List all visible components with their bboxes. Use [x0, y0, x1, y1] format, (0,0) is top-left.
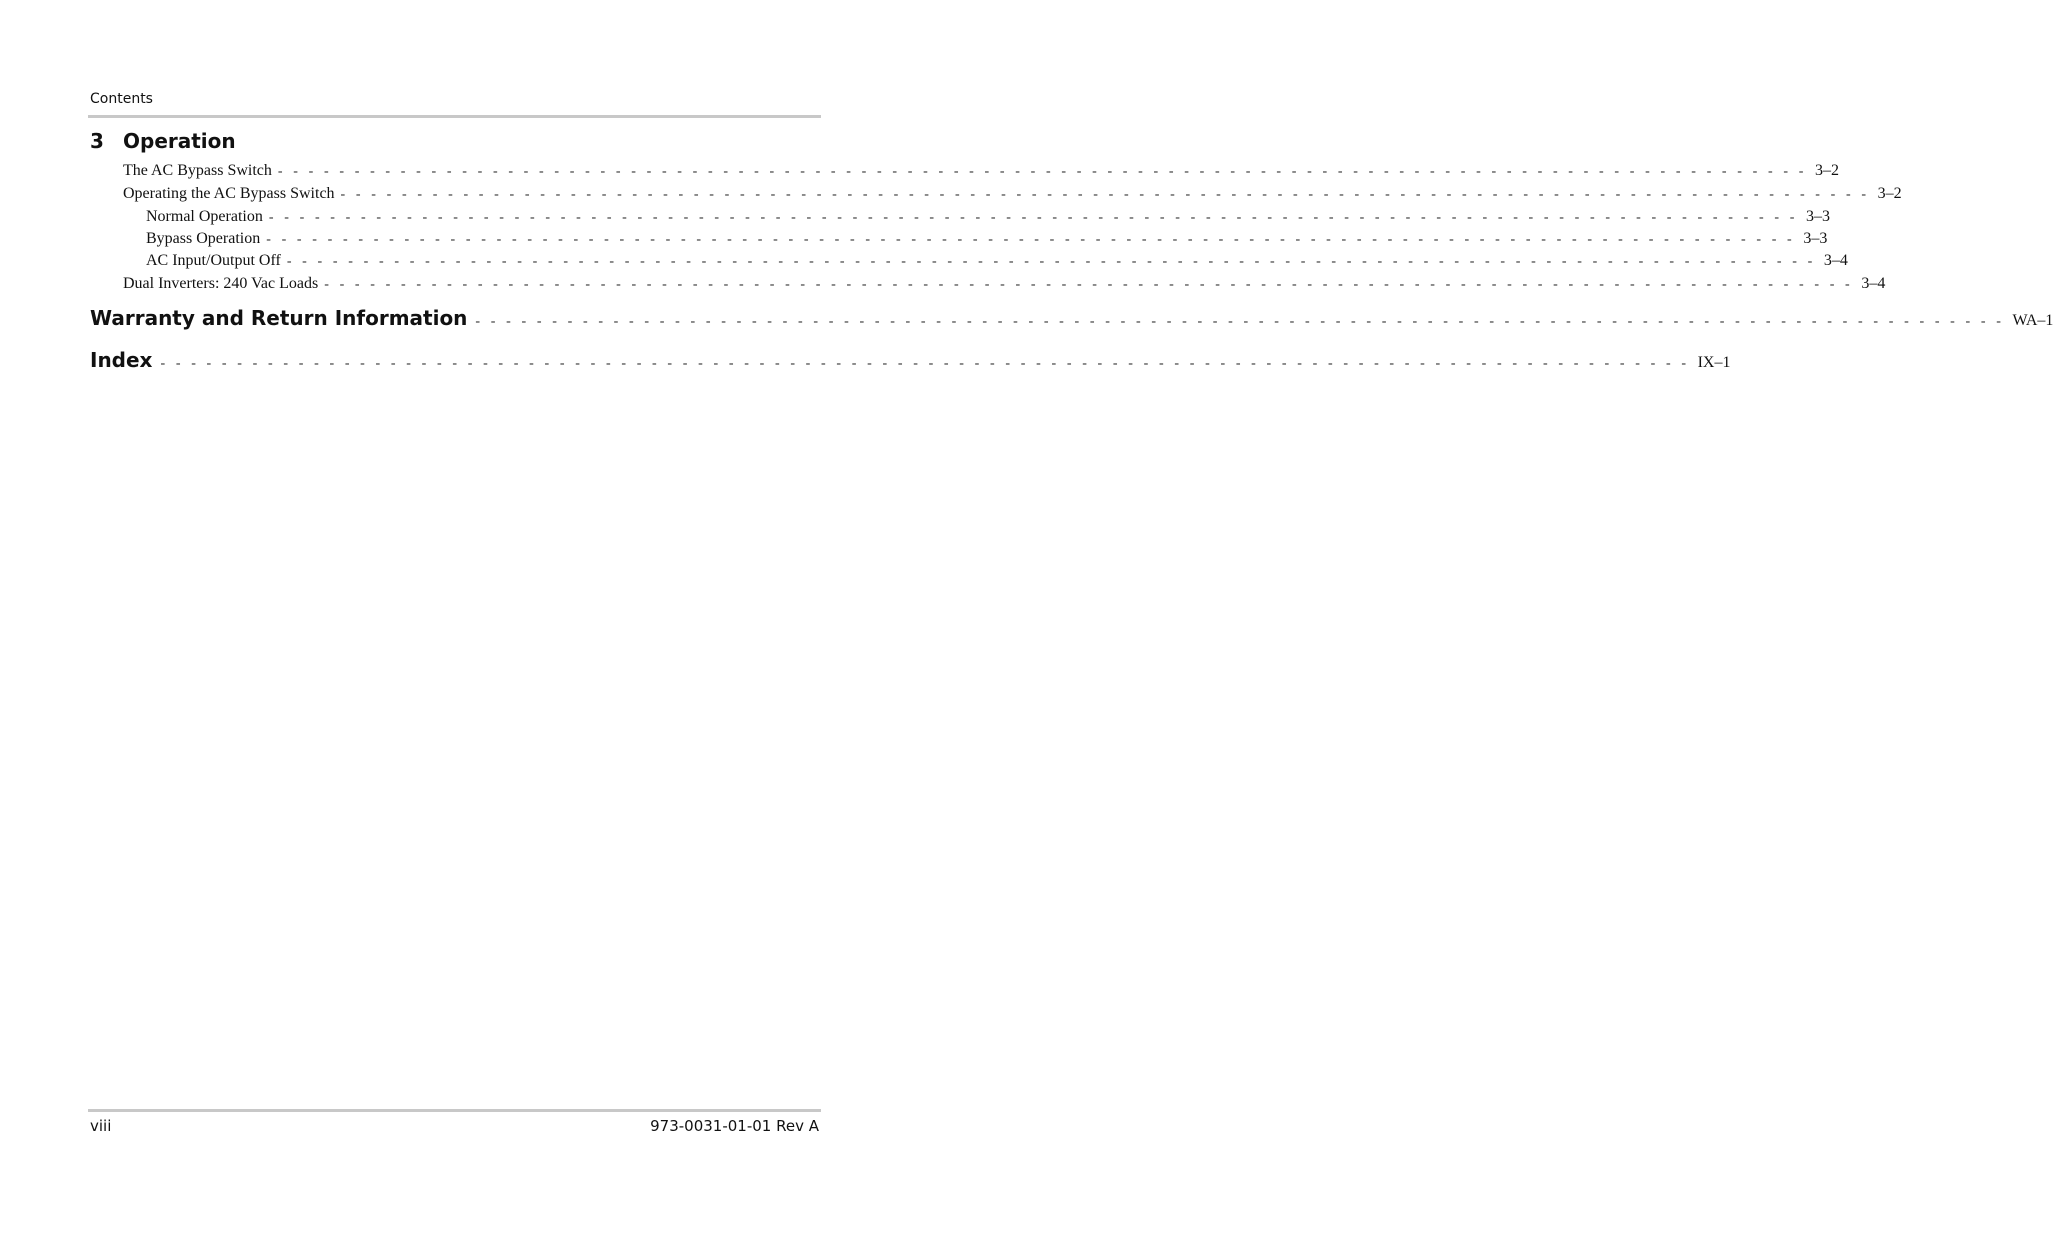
toc-entry-label: AC Input/Output Off: [146, 252, 281, 269]
toc-entry-normal-operation[interactable]: [146, 206, 1830, 228]
toc-entry-bypass-operation[interactable]: [146, 228, 1828, 250]
dot-leader: - - - - - - - - - - - - - - - - - - - - - - - - - - - - - - - - - - - - - - - - - - - - - - - - - - - - - - - - - - - - - - - - - - - - - - - - - - - - - - - - - - - - - - - - - - - - - - - - - - - -: [160, 356, 1690, 371]
running-head: Contents: [90, 91, 153, 107]
toc-entry-ac-input-output-off[interactable]: [146, 250, 1848, 272]
toc-entry-ac-bypass-switch[interactable]: [123, 160, 1839, 182]
toc-entry-operating-bypass-switch[interactable]: [123, 183, 1902, 205]
chapter-heading: [90, 127, 236, 155]
toc-entry-label: Operating the AC Bypass Switch: [123, 185, 335, 202]
toc-section-label: Index: [90, 348, 153, 372]
dot-leader: - - - - - - - - - - - - - - - - - - - - - - - - - - - - - - - - - - - - - - - - - - - - - - - - - - - - - - - - - - - - - - - - - - - - - - - - - - - - - - - - - - - - - - - - - - - - - - - - - - - -: [277, 164, 1807, 179]
toc-entry-label: Dual Inverters: 240 Vac Loads: [123, 275, 319, 292]
toc-section-page: WA–1: [2012, 312, 2053, 329]
toc-section-label: Warranty and Return Information: [90, 306, 468, 330]
dot-leader: - - - - - - - - - - - - - - - - - - - - - - - - - - - - - - - - - - - - - - - - - - - - - - - - - - - - - - - - - - - - - - - - - - - - - - - - - - - - - - - - - - - - - - - - - - - - - - - - - - - -: [268, 210, 1798, 225]
chapter-title: Operation: [123, 129, 236, 153]
toc-entry-label: Normal Operation: [146, 208, 263, 225]
toc-section-page: IX–1: [1697, 354, 1731, 371]
dot-leader: - - - - - - - - - - - - - - - - - - - - - - - - - - - - - - - - - - - - - - - - - - - - - - - - - - - - - - - - - - - - - - - - - - - - - - - - - - - - - - - - - - - - - - - - - - - - - - - - - - - -: [266, 232, 1796, 247]
toc-entry-label: Bypass Operation: [146, 230, 261, 247]
toc-entry-page: 3–4: [1823, 252, 1848, 269]
dot-leader: - - - - - - - - - - - - - - - - - - - - - - - - - - - - - - - - - - - - - - - - - - - - - - - - - - - - - - - - - - - - - - - - - - - - - - - - - - - - - - - - - - - - - - - - - - - - - - - - - - - -: [286, 254, 1816, 269]
dot-leader: - - - - - - - - - - - - - - - - - - - - - - - - - - - - - - - - - - - - - - - - - - - - - - - - - - - - - - - - - - - - - - - - - - - - - - - - - - - - - - - - - - - - - - - - - - - - - - - - - - - -: [324, 277, 1854, 292]
header-rule: [88, 115, 821, 118]
dot-leader: - - - - - - - - - - - - - - - - - - - - - - - - - - - - - - - - - - - - - - - - - - - - - - - - - - - - - - - - - - - - - - - - - - - - - - - - - - - - - - - - - - - - - - - - - - - - - - - - - - - -: [475, 314, 2005, 329]
toc-section-index[interactable]: [90, 348, 1731, 378]
toc-entry-page: 3–2: [1877, 185, 1902, 202]
footer-page-number: viii: [90, 1117, 112, 1135]
toc-entry-dual-inverters[interactable]: [123, 273, 1886, 295]
footer-doc-id: 973-0031-01-01 Rev A: [650, 1117, 819, 1135]
toc-entry-page: 3–2: [1815, 162, 1839, 179]
toc-entry-page: 3–3: [1805, 208, 1830, 225]
toc-entry-label: The AC Bypass Switch: [123, 162, 272, 179]
chapter-number: 3: [90, 129, 104, 153]
toc-entry-page: 3–3: [1803, 230, 1828, 247]
footer-rule: [88, 1109, 821, 1112]
dot-leader: - - - - - - - - - - - - - - - - - - - - - - - - - - - - - - - - - - - - - - - - - - - - - - - - - - - - - - - - - - - - - - - - - - - - - - - - - - - - - - - - - - - - - - - - - - - - - - - - - - - -: [340, 187, 1870, 202]
toc-section-warranty[interactable]: [90, 306, 2053, 336]
toc-entry-page: 3–4: [1861, 275, 1886, 292]
